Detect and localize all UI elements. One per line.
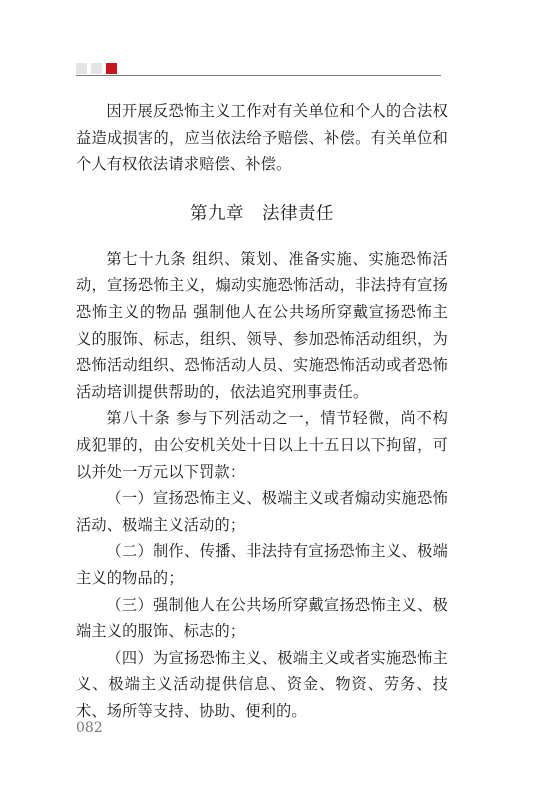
header-decor-square-1 (76, 63, 87, 74)
header-decor-square-accent (106, 63, 117, 74)
article-80-item-2: （二）制作、传播、非法持有宣扬恐怖主义、极端主义的物品的； (76, 542, 448, 587)
page-header-bar (76, 60, 441, 76)
article-80-item-3: （三）强制他人在公共场所穿戴宣扬恐怖主义、极端主义的服饰、标志的； (76, 595, 448, 641)
article-80-item-4: （四）为宣扬恐怖主义、极端主义或者实施恐怖主义、极端主义活动提供信息、资金、物资、劳务、技术、场所等支持、协助、便利的。 (76, 648, 448, 720)
paragraph: 因开展反恐怖主义工作对有关单位和个人的合法权益造成损害的，应当依法给予赔偿、补偿。有关单位和个人有权依法请求赔偿、补偿。 (76, 102, 448, 174)
page-body (76, 98, 448, 724)
article-80-item-1: （一）宣扬恐怖主义、极端主义或者煽动实施恐怖活动、极端主义活动的； (76, 489, 448, 534)
chapter-heading: 第九章 法律责任 (190, 203, 334, 224)
header-decor-square-2 (91, 63, 102, 74)
page-number: 082 (76, 720, 103, 736)
header-rule (76, 75, 441, 76)
article-79: 第七十九条 组织、策划、准备实施、实施恐怖活动，宣扬恐怖主义，煽动实施恐怖活动，非法持有宣扬恐怖主义的物品 强制他人在公共场所穿戴宣扬恐怖主义的服饰、标志，组织、领导、参加恐怖活动组织，为恐怖活动组织、恐怖活动人员、实施恐怖活动或者恐怖活动培训提供帮助的，依法追究刑事责任。 (76, 249, 448, 401)
article-80: 第八十条 参与下列活动之一，情节轻微，尚不构成犯罪的，由公安机关处十日以上十五日以下拘留，可以并处一万元以下罚款： (76, 409, 448, 481)
